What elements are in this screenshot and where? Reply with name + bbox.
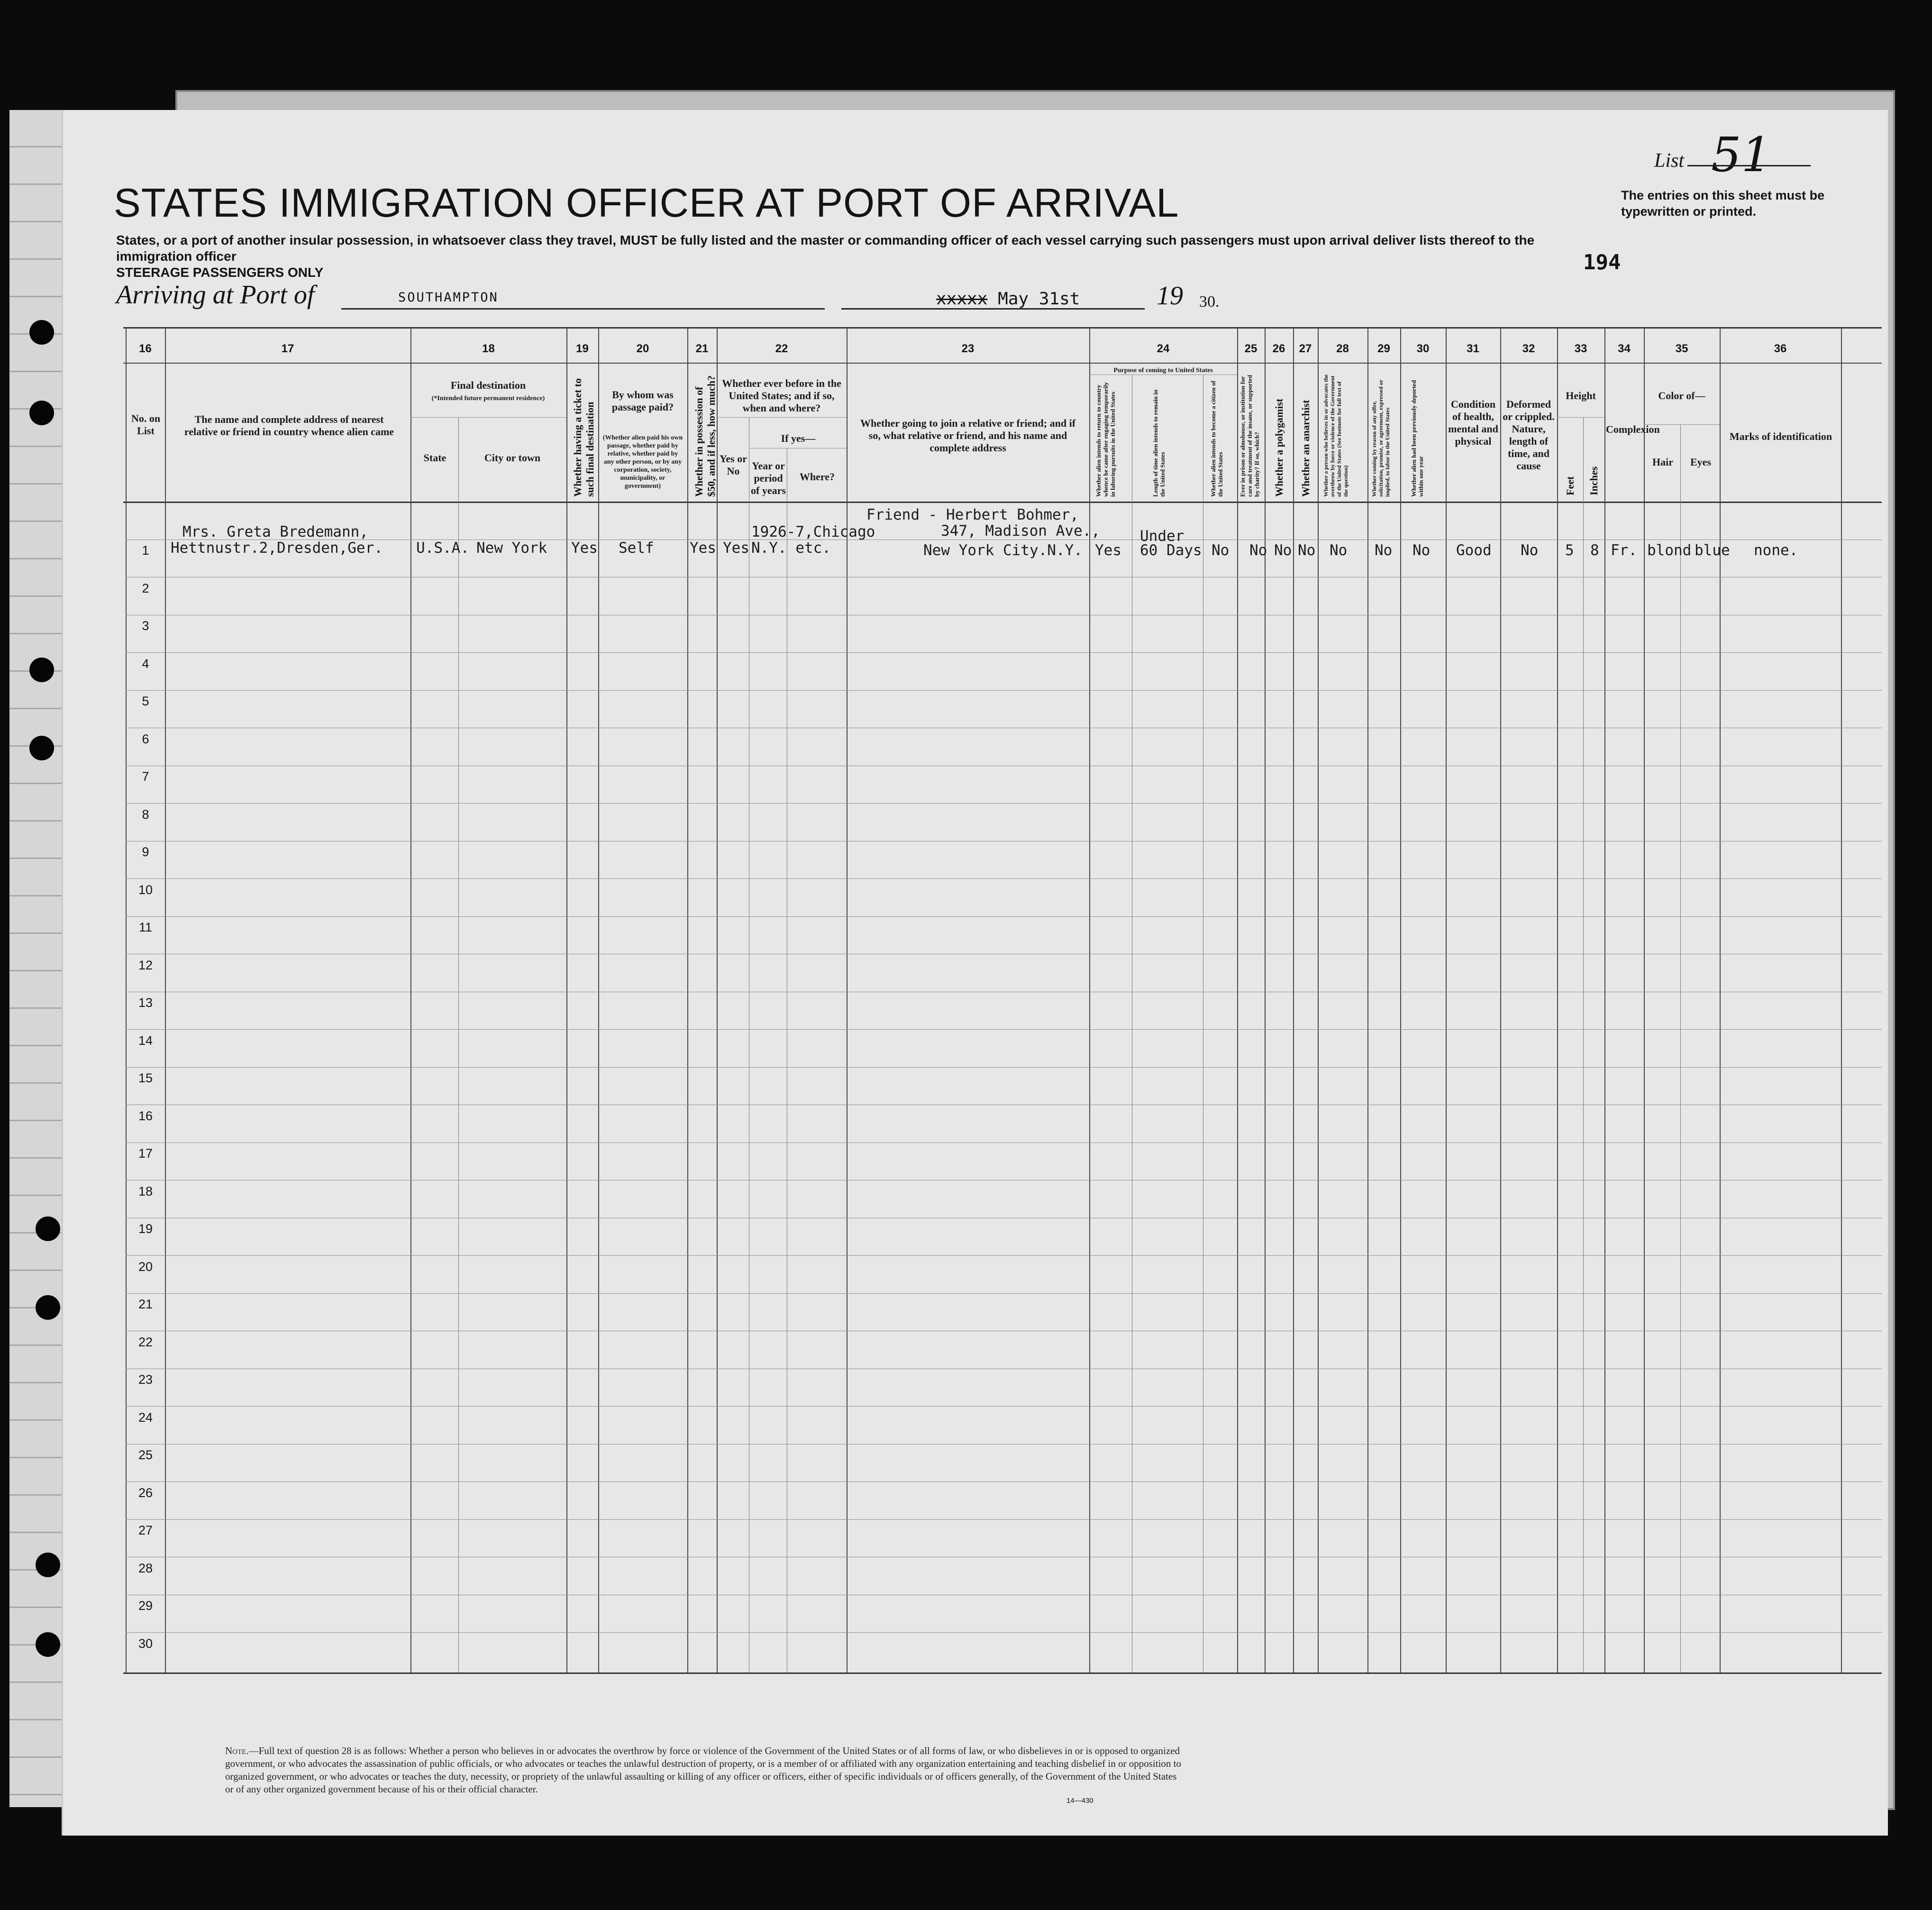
row-number: 23 [138, 1372, 153, 1387]
col-number: 29 [1377, 342, 1390, 355]
row-rule [126, 1255, 1882, 1256]
col-subrule [458, 417, 459, 1672]
binder-hole [29, 736, 54, 760]
row-number: 28 [138, 1561, 153, 1575]
col-number: 35 [1675, 342, 1688, 355]
binder-hole [29, 401, 54, 425]
row-number: 6 [142, 732, 149, 746]
row-number: 30 [138, 1636, 153, 1651]
col-rule [1500, 327, 1501, 1672]
footnote [225, 1745, 1183, 1796]
row-number: 13 [138, 996, 153, 1010]
header-final-destination-note: (*Intended future permanent residence) [431, 395, 545, 402]
cell-length-line2: 60 Days [1140, 542, 1202, 559]
col-number: 19 [576, 342, 589, 355]
header-purpose-return-text: Whether alien intends to return to country whence he came after engaging temporarily in laboring pursuits in the United States [1095, 382, 1116, 497]
cell-join-line2: 347, Madison Ave., [941, 522, 1100, 539]
col-number: 28 [1336, 342, 1349, 355]
cell-relative-line1: Mrs. Greta Bredemann, [182, 523, 368, 540]
row-rule [126, 1029, 1882, 1030]
row-number: 29 [138, 1599, 153, 1613]
cell-ticket: Yes [571, 539, 598, 557]
list-number: 51 [1711, 127, 1772, 183]
list-underline [1687, 165, 1811, 166]
header-final-destination: Final destination [450, 379, 526, 391]
row-number: 16 [138, 1109, 153, 1123]
binder-hole [36, 1553, 60, 1577]
cell-before: Yes [723, 539, 749, 557]
row-number: 5 [142, 694, 149, 708]
cell-eyes: blue [1695, 542, 1730, 559]
header-purpose-length-text: Length of time alien intends to remain in the United States [1152, 389, 1166, 497]
list-label: List [1654, 150, 1685, 172]
row-rule [126, 1519, 1882, 1520]
header-color: Color of— [1658, 390, 1705, 402]
header-hair: Hair [1652, 456, 1673, 468]
col-rule [1237, 327, 1238, 1672]
cell-marks: none. [1754, 542, 1798, 559]
header-if-yes: If yes— [781, 432, 816, 444]
row-number: 15 [138, 1071, 153, 1085]
cell-inches: 8 [1590, 542, 1599, 559]
table-top-rule [123, 327, 1882, 329]
header-deformed: Deformed or crippled. Nature, length of time, and cause [1503, 398, 1555, 472]
col-rule [1293, 327, 1294, 1672]
row-rule [126, 1142, 1882, 1143]
row-number: 27 [138, 1523, 153, 1537]
header-ticket [572, 374, 596, 497]
cell-before-where: N.Y. etc. [751, 539, 831, 557]
subheader-rule [1557, 417, 1604, 418]
col-rule [717, 327, 718, 1672]
arriving-label: Arriving at Port of [116, 280, 315, 310]
binder-hole [36, 1216, 60, 1241]
col-number: 17 [281, 342, 294, 355]
cell-health: Good [1456, 542, 1492, 559]
cell-anarchist: No [1298, 542, 1316, 559]
header-prison-text: Ever in prison or almshouse, or institution for care and treatment of the insane, or supported by charity? If so, which? [1239, 375, 1260, 497]
header-anarchist [1300, 400, 1312, 497]
col-rule [1720, 327, 1721, 1672]
col-number: 21 [695, 342, 709, 355]
row-number: 25 [138, 1448, 153, 1462]
cell-relative-line2: Hettnustr.2,Dresden,Ger. [171, 539, 383, 557]
header-list-number: No. on List [131, 412, 161, 437]
col-number: 34 [1618, 342, 1631, 355]
header-purpose-length [1152, 381, 1166, 497]
header-prison [1239, 374, 1260, 497]
row-rule [126, 1293, 1882, 1294]
header-labor-offer [1371, 374, 1391, 497]
footnote-label: Note. [225, 1745, 249, 1756]
binder-hole [29, 320, 54, 345]
col-rule [1446, 327, 1447, 1672]
row-rule [126, 1067, 1882, 1068]
col-number: 30 [1416, 342, 1430, 355]
struck-date: xxxxx [936, 289, 988, 309]
header-money-text: Whether in possession of $50, and if less, how much? [693, 375, 717, 497]
instructions-text: States, or a port of another insular possession, in whatsoever class they travel, MUST be fully listed and the master or commanding officer of each vessel carrying such passengers must upon arrival deliver lists thereof to the immigration officer [116, 233, 1535, 264]
cell-deported: No [1413, 542, 1431, 559]
col-rule [1400, 327, 1401, 1672]
header-city: City or town [484, 452, 541, 464]
header-year-period: Year or period of years [751, 460, 786, 496]
row-number: 22 [138, 1335, 153, 1349]
typewritten-notice: The entries on this sheet must be typewritten or printed. [1621, 188, 1825, 219]
header-where: Where? [799, 471, 835, 483]
form-code: 14—430 [1066, 1797, 1094, 1805]
header-bottom-rule [123, 502, 1882, 503]
colnum-rule [123, 363, 1882, 364]
header-purpose: Purpose of coming to United States [1113, 367, 1213, 374]
header-anarchist-text: Whether an anarchist [1300, 400, 1312, 497]
cell-labor-offer: No [1375, 542, 1393, 559]
row-number: 10 [138, 883, 153, 897]
row-number: 2 [142, 581, 149, 595]
header-overthrow-text: Whether a person who believes in or advocates the overthrow by force or violence of the Government of the United States (See footnote for full text of the question) [1322, 374, 1349, 497]
col-number: 18 [482, 342, 495, 355]
header-passage-paid: By whom was passage paid? [611, 389, 674, 413]
manifest-page [62, 110, 1888, 1836]
row-number: 19 [138, 1222, 153, 1236]
col-rule [1318, 327, 1319, 1672]
header-overthrow [1322, 374, 1349, 497]
cell-join-line3: New York City.N.Y. [923, 542, 1083, 559]
row-number: 1 [142, 543, 149, 557]
col-number: 20 [636, 342, 649, 355]
row-number: 4 [142, 657, 149, 671]
header-purpose-citizen-text: Whether alien intends to become a citizen of the United States [1210, 381, 1224, 497]
row-rule [126, 690, 1882, 691]
date-text: May 31st [998, 289, 1080, 309]
col-rule [1557, 327, 1558, 1672]
row-number: 26 [138, 1486, 153, 1500]
row-number: 11 [138, 920, 153, 934]
header-polygamist-text: Whether a polygamist [1273, 398, 1285, 497]
cell-overthrow: No [1330, 542, 1348, 559]
cell-hair: blond [1647, 542, 1692, 559]
row-rule [126, 652, 1882, 653]
col-number: 36 [1774, 342, 1787, 355]
year-suffix: 30. [1199, 293, 1220, 311]
col-rule [598, 327, 599, 1672]
class-note: STEERAGE PASSENGERS ONLY [116, 265, 324, 280]
header-feet-text: Feet [1564, 476, 1576, 495]
cell-complexion: Fr. [1611, 542, 1637, 559]
form-title: STATES IMMIGRATION OFFICER AT PORT OF ARRIVAL [114, 181, 1179, 226]
cell-state: U.S.A. [416, 539, 469, 557]
row-number: 3 [142, 619, 149, 633]
header-before-in-us: Whether ever before in the United States; and if so, when and where? [722, 377, 841, 414]
col-number: 25 [1244, 342, 1258, 355]
header-money [693, 369, 718, 497]
header-purpose-citizen [1210, 381, 1224, 497]
header-marks: Marks of identification [1729, 430, 1832, 442]
year-stub: 194 [1583, 250, 1621, 274]
col-rule [1841, 327, 1842, 1672]
subheader-rule [410, 417, 566, 418]
binder-hole [36, 1632, 60, 1657]
col-number: 23 [961, 342, 975, 355]
header-state: State [423, 452, 447, 464]
header-ticket-text: Whether having a ticket to such final destination [572, 378, 596, 497]
row-number: 21 [138, 1297, 153, 1311]
row-rule [126, 878, 1882, 879]
cell-deformed: No [1521, 542, 1539, 559]
col-rule [687, 327, 688, 1672]
col-number: 22 [775, 342, 788, 355]
row-rule [126, 803, 1882, 804]
header-before-yesno: Yes or No [719, 453, 747, 477]
port-value: SOUTHAMPTON [398, 290, 499, 305]
row-number: 7 [142, 769, 149, 784]
col-rule [410, 327, 411, 1672]
port-underline [341, 308, 825, 310]
header-health: Condition of health, mental and physical [1448, 398, 1498, 447]
header-inches-text: Inches [1588, 466, 1600, 495]
footnote-text: —Full text of question 28 is as follows: Whether a person who believes in or advocates the overthrow by force or violence of the Government of the United States or of all forms of law, or who disbelieves in or is opposed to organized government, or who advocates the assassination of public officials, or who advocates or teaches the unlawful destruction of property, or is a member of or affiliated with any organization entertaining and teaching disbelief in or opposition to organized government, or who advocates or teaches the duty, necessity, or propriety of the unlawful assaulting or killing of any officer or officers, either of specific individuals or of officers generally, of the Government of the United States or of any other organized government because of his or their official character. [225, 1745, 1181, 1795]
header-height: Height [1566, 390, 1596, 402]
col-number: 16 [139, 342, 152, 355]
header-feet [1564, 476, 1577, 495]
cell-prison: No [1249, 542, 1267, 559]
cell-money: Yes [690, 539, 716, 557]
col-number: 32 [1522, 342, 1535, 355]
binder-hole [29, 658, 54, 682]
row-rule [126, 1406, 1882, 1407]
row-number: 8 [142, 807, 149, 822]
cell-feet: 5 [1565, 542, 1574, 559]
col-number: 33 [1574, 342, 1587, 355]
col-subrule [1583, 417, 1584, 1672]
col-number: 31 [1467, 342, 1479, 355]
header-polygamist [1273, 399, 1285, 497]
year-prefix: 19 [1157, 281, 1183, 311]
col-subrule [1680, 424, 1681, 1672]
cell-polygamist: No [1274, 542, 1292, 559]
row-number: 20 [138, 1260, 153, 1274]
header-complexion: Complexion [1606, 423, 1660, 435]
row-rule [126, 1632, 1882, 1633]
header-inches [1588, 466, 1600, 495]
row-number: 9 [142, 845, 149, 859]
cell-length-line1: Under [1140, 528, 1185, 545]
col-rule [1265, 327, 1266, 1672]
row-number: 18 [138, 1184, 153, 1198]
cell-purpose-return: Yes [1095, 542, 1121, 559]
col-number: 24 [1157, 342, 1170, 355]
col-number: 27 [1299, 342, 1312, 355]
col-rule [1604, 327, 1605, 1672]
header-join-relative: Whether going to join a relative or friend; and if so, what relative or friend, and his name and complete address [860, 417, 1076, 454]
cell-join-line1: Friend - Herbert Bohmer, [866, 506, 1079, 523]
col-rule [1367, 327, 1368, 1672]
col-number: 26 [1272, 342, 1285, 355]
row-rule [126, 539, 1882, 540]
header-relative: The name and complete address of nearest relative or friend in country whence alien came [184, 413, 394, 438]
arrival-date [936, 289, 1080, 309]
subheader-rule [717, 417, 847, 418]
header-passage-note: (Whether alien paid his own passage, whether paid by relative, whether paid by any other person, or by any corporation, society, municipality, or government) [602, 434, 683, 490]
cell-city: New York [476, 539, 547, 557]
col-rule [566, 327, 567, 1672]
header-deported [1410, 374, 1424, 497]
form-instructions [116, 232, 1538, 281]
row-number: 14 [138, 1033, 153, 1048]
header-eyes: Eyes [1690, 456, 1711, 468]
row-rule [126, 916, 1882, 917]
header-deported-text: Whether alien had been previously deported within one year [1410, 380, 1424, 497]
row-number: 17 [138, 1146, 153, 1161]
binder-hole [36, 1295, 60, 1320]
row-rule [126, 1481, 1882, 1482]
header-purpose-return [1095, 381, 1116, 497]
cell-paid-by: Self [619, 539, 654, 557]
col-rule [1644, 327, 1645, 1672]
cell-citizen: No [1212, 542, 1230, 559]
header-labor-offer-text: Whether coming by reason of any offer, solicitation, promise, or agreement, expressed or implied, to labor in the United States [1371, 380, 1391, 497]
table-bottom-rule [123, 1672, 1882, 1674]
cell-before-when: 1926-7,Chicago [751, 523, 875, 540]
row-number: 24 [138, 1410, 153, 1425]
row-number: 12 [138, 958, 153, 972]
